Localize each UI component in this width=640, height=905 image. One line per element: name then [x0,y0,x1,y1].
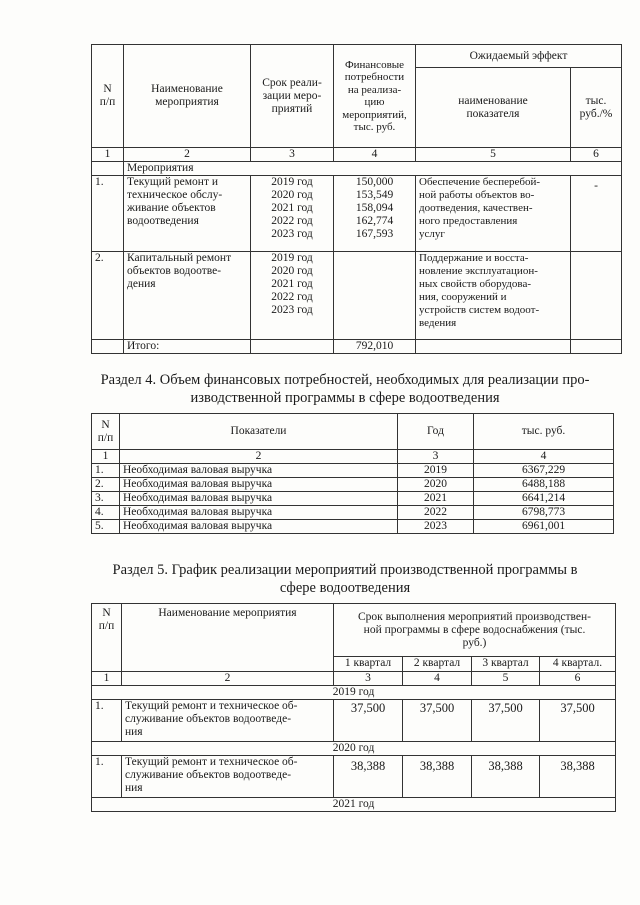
table-row [92,506,614,520]
measure-unit [571,252,622,340]
row-number: 1. [92,700,122,742]
header-quarter-2: 2 квартал [403,657,472,672]
row-number: 1. [92,756,122,798]
row-number: 4. [92,506,120,520]
col-number: 2 [124,148,251,162]
table-row [92,700,616,742]
header-quarter-3: 3 квартал [472,657,540,672]
quarter-value: 38,388 [334,756,403,798]
header-n: N п/п [92,414,120,450]
col-number: 4 [403,672,472,686]
col-number: 1 [92,148,124,162]
measure-effect: Поддержание и восста- новление эксплуатацион- ных свойств оборудова- ния, сооружений и устройств систем водоот- ведения [416,252,571,340]
header-term: Срок выполнения мероприятий производствен- ной программы в сфере водоснабжения (тыс. руб.) [334,604,616,657]
header-unit: тыс. руб./% [571,68,622,148]
measure-effect: Обеспечение бесперебой- ной работы объектов во- доотведения, качествен- ного предоставления услуг [416,176,571,252]
row-year: 2023 [398,520,474,534]
row-year: 2021 [398,492,474,506]
measure-years: 2019 год 2020 год 2021 год 2022 год 2023 год [251,252,334,340]
col-number: 2 [122,672,334,686]
row-year: 2020 [398,478,474,492]
header-term: Срок реали- зации меро- приятий [251,45,334,148]
header-expected-effect: Ожидаемый эффект [416,45,622,68]
row-year: 2019 [398,464,474,478]
header-indicator-name: наименование показателя [416,68,571,148]
row-sum: 6367,229 [474,464,614,478]
col-number: 6 [571,148,622,162]
row-number: 1. [92,176,124,252]
row-sum: 6488,188 [474,478,614,492]
col-number: 5 [472,672,540,686]
row-number: 5. [92,520,120,534]
row-number: 3. [92,492,120,506]
indicator-name: Необходимая валовая выручка [120,492,398,506]
year-row: 2019 год [92,686,616,700]
header-quarter-4: 4 квартал. [540,657,616,672]
quarter-value: 38,388 [472,756,540,798]
header-quarter-1: 1 квартал [334,657,403,672]
col-number: 4 [474,450,614,464]
row-number: 2. [92,478,120,492]
table-row [92,464,614,478]
col-number: 3 [251,148,334,162]
measure-unit: - [571,176,622,252]
table-row [92,252,622,340]
indicator-name: Необходимая валовая выручка [120,464,398,478]
col-number: 4 [334,148,416,162]
measure-amounts: 150,000 153,549 158,094 162,774 167,593 [334,176,416,252]
quarter-value: 37,500 [540,700,616,742]
header-sum: тыс. руб. [474,414,614,450]
col-number: 5 [416,148,571,162]
measure-name: Текущий ремонт и техническое обслу- живание объектов водоотведения [124,176,251,252]
header-financial-needs: Финансовые потребности на реализа- цию мероприятий, тыс. руб. [334,45,416,148]
indicator-name: Необходимая валовая выручка [120,520,398,534]
table-row [92,520,614,534]
indicator-name: Необходимая валовая выручка [120,506,398,520]
measures-table [91,44,622,354]
row-number: 2. [92,252,124,340]
quarter-value: 37,500 [472,700,540,742]
quarter-value: 38,388 [403,756,472,798]
schedule-table [91,603,616,812]
section-label: Мероприятия [124,162,622,176]
row-sum: 6641,214 [474,492,614,506]
financial-needs-table [91,413,614,534]
measure-amounts [334,252,416,340]
col-number: 1 [92,450,120,464]
row-number: 1. [92,464,120,478]
total-label: Итого: [124,340,251,354]
total-value: 792,010 [334,340,416,354]
col-number: 6 [540,672,616,686]
header-n: N п/п [92,604,122,672]
row-sum: 6798,773 [474,506,614,520]
section-5-title: Раздел 5. График реализации мероприятий производственной программы в сфере водоотведения [112,562,578,596]
quarter-value: 37,500 [334,700,403,742]
quarter-value: 38,388 [540,756,616,798]
measure-name: Текущий ремонт и техническое об- служивание объектов водоотведе- ния [122,700,334,742]
year-row: 2020 год [92,742,616,756]
row-sum: 6961,001 [474,520,614,534]
col-number: 1 [92,672,122,686]
col-number: 3 [398,450,474,464]
col-number: 3 [334,672,403,686]
header-measure-name: Наименование мероприятия [122,604,334,672]
header-year: Год [398,414,474,450]
measure-name: Текущий ремонт и техническое об- служивание объектов водоотведе- ния [122,756,334,798]
indicator-name: Необходимая валовая выручка [120,478,398,492]
measure-name: Капитальный ремонт объектов водоотве- дения [124,252,251,340]
table-row [92,176,622,252]
table-row [92,756,616,798]
header-measure-name: Наименование мероприятия [124,45,251,148]
table-row [92,492,614,506]
quarter-value: 37,500 [403,700,472,742]
header-indicator: Показатели [120,414,398,450]
col-number: 2 [120,450,398,464]
measure-years: 2019 год 2020 год 2021 год 2022 год 2023 год [251,176,334,252]
row-year: 2022 [398,506,474,520]
table-row [92,478,614,492]
year-row: 2021 год [92,798,616,812]
header-n: N п/п [92,45,124,148]
section-4-title: Раздел 4. Объем финансовых потребностей, необходимых для реализации про- изводственной программы в сфере водоотведения [100,372,590,406]
